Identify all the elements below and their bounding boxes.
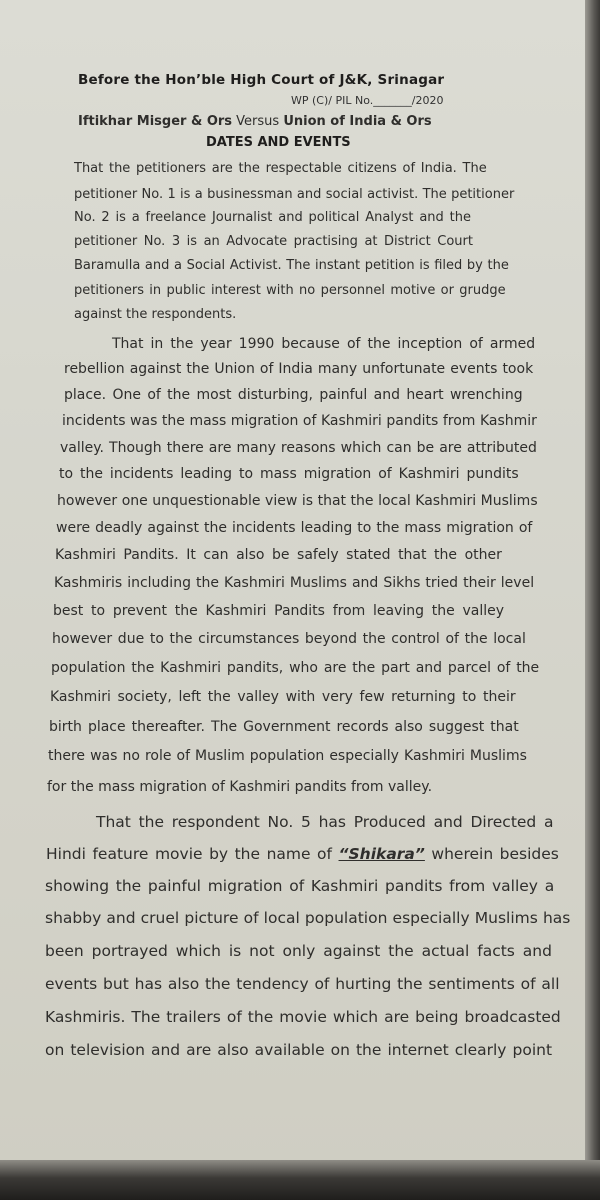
court-heading: Before the Hon’ble High Court of J&K, Srinagar <box>78 72 445 88</box>
page-edge-shadow <box>585 0 600 1200</box>
para2-line: Kashmiri society, left the valley with very few returning to their <box>50 689 516 705</box>
para1-line: petitioner No. 1 is a businessman and social activist. The petitioner <box>74 187 515 202</box>
para2-line: were deadly against the incidents leading to the mass migration of <box>56 520 533 536</box>
parties-line <box>78 114 432 129</box>
para2-line: valley. Though there are many reasons which can be are attributed <box>60 440 537 456</box>
para3-line: That the respondent No. 5 has Produced and Directed a <box>96 813 554 831</box>
para3-line: on television and are also available on the internet clearly point <box>45 1041 553 1059</box>
para1-line: No. 2 is a freelance Journalist and political Analyst and the <box>74 210 471 225</box>
para2-line: there was no role of Muslim population especially Kashmiri Muslims <box>48 748 527 764</box>
para3-line: shabby and cruel picture of local population especially Muslims has <box>45 909 571 927</box>
bottom-shadow <box>0 1160 600 1200</box>
para2-line: place. One of the most disturbing, painful and heart wrenching <box>64 387 523 403</box>
para1-line: Baramulla and a Social Activist. The instant petition is filed by the <box>74 258 509 273</box>
para2-line: for the mass migration of Kashmiri pandits from valley. <box>47 779 433 795</box>
para2-line: Kashmiris including the Kashmiri Muslims and Sikhs tried their level <box>54 575 535 591</box>
para3-line <box>46 845 559 863</box>
para3-line: events but has also the tendency of hurting the sentiments of all <box>45 975 560 993</box>
para2-line: however due to the circumstances beyond the control of the local <box>52 631 526 647</box>
para2-line: rebellion against the Union of India many unfortunate events took <box>64 361 534 377</box>
para2-line: however one unquestionable view is that the local Kashmiri Muslims <box>57 493 538 509</box>
para2-line: best to prevent the Kashmiri Pandits from leaving the valley <box>53 603 505 619</box>
petitioner-name: Iftikhar Misger & Ors <box>78 114 233 129</box>
section-title: DATES AND EVENTS <box>206 135 351 150</box>
para1-line: petitioner No. 3 is an Advocate practising at District Court <box>74 234 473 249</box>
para3-line: been portrayed which is not only against the actual facts and <box>45 942 552 960</box>
para2-line: to the incidents leading to mass migration of Kashmiri pundits <box>59 466 519 482</box>
para3-text: wherein besides <box>424 845 559 863</box>
para2-line: That in the year 1990 because of the inception of armed <box>112 336 536 352</box>
para2-line: birth place thereafter. The Government records also suggest that <box>49 719 519 735</box>
respondent-name: Union of India & Ors <box>283 114 432 129</box>
para3-text: Hindi feature movie by the name of <box>46 845 339 863</box>
para1-line: against the respondents. <box>74 307 237 322</box>
para2-line: population the Kashmiri pandits, who are the part and parcel of the <box>51 660 540 676</box>
para1-line: That the petitioners are the respectable citizens of India. The <box>74 161 487 176</box>
case-number: WP (C)/ PIL No._______/2020 <box>291 94 444 107</box>
para2-line: incidents was the mass migration of Kashmiri pandits from Kashmir <box>62 413 537 429</box>
para1-line: petitioners in public interest with no personnel motive or grudge <box>74 283 506 298</box>
para3-line: showing the painful migration of Kashmiri pandits from valley a <box>45 877 555 895</box>
movie-title: “Shikara” <box>338 845 425 863</box>
para3-line: Kashmiris. The trailers of the movie which are being broadcasted <box>45 1008 561 1026</box>
para2-line: Kashmiri Pandits. It can also be safely stated that the other <box>55 547 502 563</box>
versus-text: Versus <box>236 114 280 129</box>
